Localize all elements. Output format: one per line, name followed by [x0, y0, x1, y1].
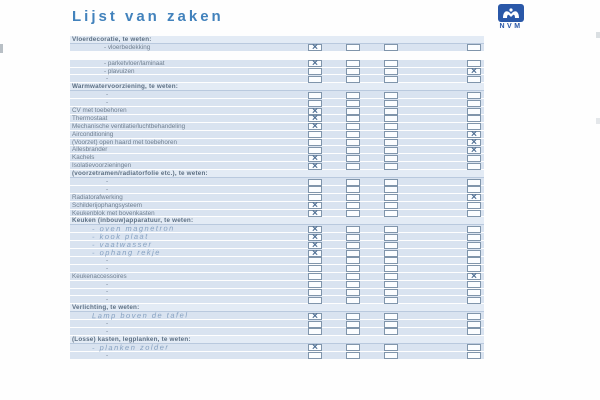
- row-label: Radiatorafwerking: [72, 193, 123, 201]
- table-row: [70, 281, 484, 288]
- check-mark: ✕: [311, 161, 319, 171]
- row-label: Vloerdecoratie, te weten:: [72, 35, 152, 43]
- checkbox: [346, 68, 360, 75]
- checkbox: [384, 68, 398, 75]
- table-row: [70, 91, 484, 98]
- check-mark: ✕: [311, 106, 319, 116]
- checkbox: [384, 281, 398, 288]
- checkbox: [308, 76, 322, 83]
- table-row: [70, 123, 484, 130]
- table-row: [70, 312, 484, 319]
- checkbox: [346, 344, 360, 351]
- table-row: [70, 265, 484, 272]
- checkbox: [346, 265, 360, 272]
- handwritten-entry: - oven magnetron: [91, 223, 175, 234]
- row-label: -: [106, 177, 109, 185]
- checkbox: [346, 108, 360, 115]
- row-label: -: [106, 320, 109, 328]
- table-row: [70, 257, 484, 264]
- row-label: Warmwatervoorziening, te weten:: [72, 83, 179, 91]
- checkbox: [467, 92, 481, 99]
- checkbox: [308, 328, 322, 335]
- checkbox: [346, 352, 360, 359]
- checkbox: [384, 76, 398, 83]
- checkbox: [346, 115, 360, 122]
- scan-artifact: [0, 44, 3, 53]
- checkbox: [467, 313, 481, 320]
- checkbox: [384, 328, 398, 335]
- check-mark: ✕: [311, 311, 319, 321]
- checkbox: [467, 321, 481, 328]
- row-label: - plavuizen: [104, 67, 135, 75]
- table-row: [70, 131, 484, 138]
- checkbox: [384, 179, 398, 186]
- check-mark: ✕: [470, 129, 478, 139]
- table-row: [70, 139, 484, 146]
- check-mark: ✕: [470, 137, 478, 147]
- check-mark: ✕: [311, 153, 319, 163]
- checkbox: [384, 321, 398, 328]
- checkbox: [384, 226, 398, 233]
- checkbox: [467, 242, 481, 249]
- table-row: [70, 210, 484, 217]
- checkbox: [384, 242, 398, 249]
- section-header-row: [70, 36, 484, 44]
- checkbox: [346, 210, 360, 217]
- checkbox: [467, 281, 481, 288]
- row-label: -: [106, 280, 109, 288]
- checkbox: [467, 352, 481, 359]
- table-row: [70, 115, 484, 122]
- row-label: Verlichting, te weten:: [72, 304, 140, 312]
- handwritten-entry: - planken zolder: [91, 342, 170, 352]
- checkbox: [467, 179, 481, 186]
- scan-artifact: [596, 32, 600, 38]
- checkbox: [467, 100, 481, 107]
- checkbox: [346, 131, 360, 138]
- checkbox: [308, 273, 322, 280]
- checkbox: [308, 321, 322, 328]
- checkbox: [467, 115, 481, 122]
- scan-artifact: [596, 118, 600, 124]
- checkbox: [308, 179, 322, 186]
- table-row: [70, 178, 484, 185]
- checkbox: [346, 321, 360, 328]
- checkbox: [384, 313, 398, 320]
- checkbox: [346, 147, 360, 154]
- row-label: -: [106, 264, 109, 272]
- checkbox: [308, 281, 322, 288]
- nvm-logo-icon: [498, 4, 524, 22]
- checkbox: [467, 297, 481, 304]
- table-row: [70, 352, 484, 359]
- table-row: [70, 60, 484, 67]
- checkbox-checked: [308, 313, 322, 320]
- checkbox: [346, 100, 360, 107]
- check-mark: ✕: [470, 192, 478, 202]
- row-label: Airconditioning: [72, 130, 114, 138]
- table-row: [70, 186, 484, 193]
- table-row: [70, 162, 484, 169]
- row-label: (Losse) kasten, legplanken, te weten:: [72, 335, 191, 343]
- row-label: -: [106, 256, 109, 264]
- checkbox: [467, 76, 481, 83]
- checkbox: [346, 289, 360, 296]
- row-label: -: [106, 351, 109, 359]
- checkbox: [467, 328, 481, 335]
- checkbox: [346, 44, 360, 51]
- handwritten-entry: Lamp boven de tafel: [91, 310, 189, 321]
- checkbox: [384, 108, 398, 115]
- check-mark: ✕: [311, 208, 319, 218]
- checkbox: [467, 289, 481, 296]
- checkbox: [384, 139, 398, 146]
- checkbox: [467, 344, 481, 351]
- checkbox: [384, 234, 398, 241]
- nvm-logo-text: NVM: [499, 23, 523, 30]
- checkbox: [308, 139, 322, 146]
- checkbox: [346, 92, 360, 99]
- check-mark: ✕: [311, 232, 319, 242]
- table-row: [70, 107, 484, 114]
- table-row: [70, 289, 484, 296]
- row-label: - vloerbedekking: [104, 43, 151, 51]
- row-label: Keuken (inbouw)apparatuur, te weten:: [72, 217, 194, 225]
- checkbox: [346, 281, 360, 288]
- checkbox: [308, 131, 322, 138]
- row-label: - parketvloer/laminaat: [104, 59, 165, 67]
- checkbox: [346, 234, 360, 241]
- checkbox: [384, 250, 398, 257]
- checkbox: [384, 194, 398, 201]
- checkbox: [308, 257, 322, 264]
- checkbox: [308, 68, 322, 75]
- checkbox: [467, 202, 481, 209]
- check-mark: ✕: [311, 248, 319, 258]
- checkbox: [346, 328, 360, 335]
- checkbox: [384, 344, 398, 351]
- check-mark: ✕: [311, 121, 319, 131]
- table-row: [70, 68, 484, 75]
- row-label: Keukenblok met bovenkasten: [72, 209, 155, 217]
- checkbox: [467, 210, 481, 217]
- checkbox-checked: [467, 194, 481, 201]
- section-header-row: [70, 170, 484, 178]
- checkbox: [346, 186, 360, 193]
- checkbox-checked: [308, 123, 322, 130]
- table-row: [70, 44, 484, 51]
- row-label: (voorzetramen/radiatorfolie etc.), te weten:: [72, 170, 208, 178]
- row-label: Kachels: [72, 154, 95, 162]
- checkbox: [346, 313, 360, 320]
- table-row: [70, 249, 484, 256]
- checkbox: [346, 163, 360, 170]
- row-label: -: [106, 99, 109, 107]
- check-mark: ✕: [311, 42, 319, 52]
- items-table: [70, 36, 484, 360]
- checkbox: [346, 194, 360, 201]
- checkbox: [467, 163, 481, 170]
- table-row: [70, 202, 484, 209]
- checkbox: [384, 186, 398, 193]
- checkbox: [346, 242, 360, 249]
- checkbox: [384, 155, 398, 162]
- check-mark: ✕: [311, 240, 319, 250]
- checkbox: [384, 265, 398, 272]
- checkbox-checked: [467, 273, 481, 280]
- checkbox: [384, 257, 398, 264]
- checkbox: [384, 100, 398, 107]
- row-label: -: [106, 288, 109, 296]
- handwritten-entry: - kook plaat: [91, 231, 149, 242]
- row-label: Thermostaat: [72, 114, 108, 122]
- checkbox: [346, 273, 360, 280]
- table-row: [70, 328, 484, 335]
- row-label: -: [106, 91, 109, 99]
- section-header-row: [70, 83, 484, 91]
- checkbox-checked: [467, 68, 481, 75]
- checkbox: [384, 60, 398, 67]
- handwritten-entry: - ophang rekje: [91, 247, 161, 258]
- check-mark: ✕: [311, 58, 319, 68]
- checkbox: [384, 210, 398, 217]
- checkbox-checked: [308, 250, 322, 257]
- checkbox-checked: [308, 210, 322, 217]
- checkbox-checked: [308, 60, 322, 67]
- checkbox: [467, 257, 481, 264]
- checkbox: [346, 250, 360, 257]
- checkbox: [384, 289, 398, 296]
- checkbox: [346, 179, 360, 186]
- checkbox-checked: [308, 44, 322, 51]
- row-label: Keukenaccessoires: [72, 272, 127, 280]
- checkbox-checked: [467, 147, 481, 154]
- checkbox: [384, 352, 398, 359]
- checkbox: [384, 115, 398, 122]
- row-label: CV met toebehoren: [72, 106, 127, 114]
- checkbox: [467, 234, 481, 241]
- checkbox: [384, 147, 398, 154]
- check-mark: ✕: [470, 145, 478, 155]
- table-row: [70, 273, 484, 280]
- table-row: [70, 146, 484, 153]
- checkbox: [308, 186, 322, 193]
- checkbox: [346, 155, 360, 162]
- check-mark: ✕: [470, 66, 478, 76]
- table-row: [70, 154, 484, 161]
- checkbox: [308, 289, 322, 296]
- nvm-glyph-icon: [501, 7, 521, 20]
- checkbox: [384, 44, 398, 51]
- table-row: [70, 296, 484, 303]
- checkbox-checked: [308, 344, 322, 351]
- row-label: Mechanische ventilatie/luchtbehandeling: [72, 122, 186, 130]
- checkbox: [384, 123, 398, 130]
- checkbox: [346, 60, 360, 67]
- row-label: -: [106, 185, 109, 193]
- checkbox: [346, 123, 360, 130]
- check-mark: ✕: [311, 200, 319, 210]
- table-row: [70, 320, 484, 327]
- checkbox: [308, 297, 322, 304]
- table-row: [70, 75, 484, 82]
- checkbox: [346, 202, 360, 209]
- row-label: -: [106, 75, 109, 83]
- checkbox: [346, 76, 360, 83]
- nvm-logo: [494, 4, 528, 30]
- check-mark: ✕: [311, 224, 319, 234]
- row-label: -: [106, 296, 109, 304]
- checkbox: [346, 226, 360, 233]
- checkbox: [308, 92, 322, 99]
- page-title: Lijst van zaken: [72, 8, 224, 25]
- checkbox: [467, 44, 481, 51]
- checkbox: [467, 155, 481, 162]
- row-label: Isolatievoorzieningen: [72, 162, 132, 170]
- row-label: Schilderijophangsysteem: [72, 201, 143, 209]
- checkbox: [384, 273, 398, 280]
- checkbox: [467, 108, 481, 115]
- row-label: Allesbrander: [72, 146, 108, 154]
- check-mark: ✕: [470, 271, 478, 281]
- checkbox: [346, 297, 360, 304]
- checkbox: [384, 163, 398, 170]
- table-row: [70, 52, 484, 59]
- checkbox: [384, 131, 398, 138]
- handwritten-entry: - vaatwasser: [91, 239, 153, 250]
- table-row: [70, 99, 484, 106]
- checkbox: [467, 250, 481, 257]
- row-label: (Voorzet) open haard met toebehoren: [72, 138, 178, 146]
- checkbox-checked: [308, 163, 322, 170]
- checkbox: [346, 139, 360, 146]
- table-row: [70, 344, 484, 351]
- checkbox: [384, 297, 398, 304]
- checkbox: [308, 265, 322, 272]
- check-mark: ✕: [311, 342, 319, 352]
- row-label: -: [106, 327, 109, 335]
- checkbox: [346, 257, 360, 264]
- table-row: [70, 194, 484, 201]
- checkbox: [308, 352, 322, 359]
- check-mark: ✕: [311, 113, 319, 123]
- checkbox: [384, 202, 398, 209]
- checkbox: [467, 226, 481, 233]
- checkbox: [384, 92, 398, 99]
